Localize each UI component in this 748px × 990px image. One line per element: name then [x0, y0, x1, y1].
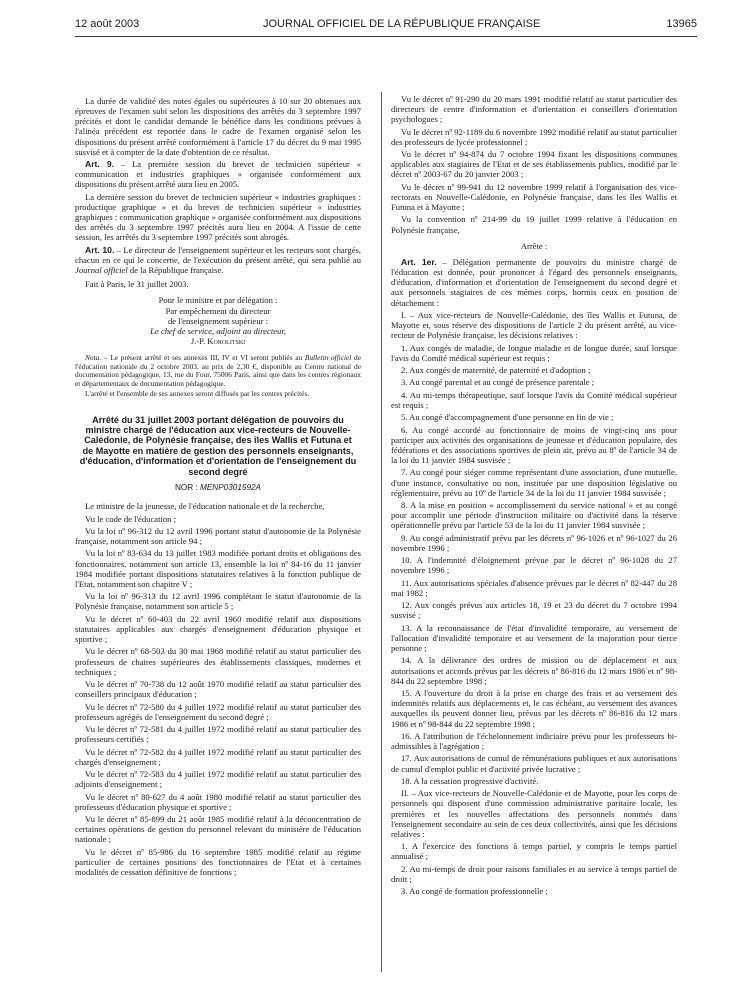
- section-ii: II. – Aux vice-recteurs de Nouvelle-Calédonie et de Mayotte, pour les corps de personnels qui disposent d'une commission administrative paritaire locale, les premières et les nouvelles affectations des personnels nommés dans l'enseignement secondaire au sein de ces deux collectivités, ainsi que les décisions relatives :: [391, 788, 677, 839]
- list-item: 11. Aux autorisations spéciales d'absence prévues par le décret nº 82-447 du 28 mai 1982 ;: [391, 577, 677, 598]
- list-item: 6. Au congé accordé au fonctionnaire de moins de vingt-cinq ans pour participer aux activités des organisations de jeunesse et d'éducation populaire, des fédérations et des associations sportives de plein air, prévu au 8º de l'article 34 de la loi du 11 janvier 1984 susvisée ;: [391, 424, 677, 466]
- nota-diffusion: L'arrêté et l'ensemble de ses annexes seront diffusés par les centres précités.: [85, 389, 310, 399]
- list-item: 7. Au congé pour siéger comme représentant d'une association, d'une mutuelle, d'une instance, consultative ou non, instituée par une disposition législative ou réglementaire, prévu au 10º de l'article 34 de la loi du 11 janvier 1984 susvisée ;: [391, 467, 677, 498]
- list-item: 14. A la délivrance des ordres de mission ou de déplacement et aux autorisations et accords prévus par les décrets nº 86-816 du 12 mars 1986 et nº 98-844 du 22 septembre 1998 ;: [391, 655, 677, 686]
- nota-paragraph: [75, 354, 361, 388]
- list-item: 15. A l'ouverture du droit à la prise en charge des frais et au versement des indemnités relatifs aux déplacements et, le cas échéant, au versement des avances auxquelles ils peuvent donner lieu, prévus par les décrets nº 86-816 du 12 mars 1986 et nº 98-844 du 22 septembre 1998 ;: [391, 688, 677, 729]
- nota-label: Nota.: [85, 353, 102, 363]
- article-1-text: – Délégation permanente de pouvoirs du ministre chargé de l'éducation est donnée, pour prononcer à l'égard des personnels enseignants, d'éducation, d'information et d'orientation de l'enseignement du second degré et aux personnels stagiaires de ces mêmes corps, hormis ceux en position de détachement :: [391, 256, 677, 308]
- visa-item: Vu la loi nº 96-313 du 12 avril 1996 complétant le statut d'autonomie de la Polynésie française, notamment son article 5 ;: [75, 591, 361, 612]
- nota-block: [75, 354, 361, 398]
- list-item: 17. Aux autorisations de cumul de rémunérations publiques et aux autorisations de cumul d'emploi public et d'activité privée lucrative ;: [391, 753, 677, 774]
- list-item: 13. A la reconnaissance de l'état d'invalidité temporaire, au versement de l'allocation d'invalidité temporaire et au versement de la majoration pour tierce personne ;: [391, 622, 677, 654]
- visa-item: Vu le décret nº 70-738 du 12 août 1970 modifié relatif au statut particulier des conseillers principaux d'éducation ;: [75, 679, 361, 700]
- visa-item: Vu le code de l'éducation ;: [85, 513, 176, 524]
- list-item: 3. Au congé de formation professionnelle ;: [401, 886, 548, 897]
- visa-item: Vu le décret nº 85-986 du 16 septembre 1985 modifié relatif au régime particulier de certaines positions des fonctionnaires de l'Etat et à certaines modalités de cessation définitive de fonctions ;: [75, 846, 361, 877]
- list-item: 3. Au congé parental et au congé de présence parentale ;: [401, 377, 595, 388]
- nor-reference: [75, 483, 361, 493]
- page-header: [75, 18, 697, 34]
- visa-item: Vu le décret nº 72-580 du 4 juillet 1972 modifié relatif au statut particulier des professeurs agrégés de l'enseignement du second degré ;: [75, 701, 361, 722]
- visa-item: Vu le décret nº 85-899 du 21 août 1985 modifié relatif à la déconcentration de certaines opérations de gestion du personnel relevant du ministère de l'éducation nationale ;: [75, 814, 361, 845]
- signature-line-1: Pour le ministre et par délégation :: [158, 295, 278, 306]
- left-column: [75, 96, 361, 879]
- list-item: 18. A la cessation progressive d'activité.: [401, 775, 539, 786]
- article-9-text: – La première session du brevet de technicien supérieur « communication et industries graphiques » organisée conformément aux dispositions du présent arrêté aura lieu en 2005.: [75, 159, 362, 190]
- section-i-items: [391, 343, 677, 786]
- nota-italic: Bulletin officiel: [304, 353, 352, 363]
- visa-item: Vu la loi nº 96-312 du 12 avril 1996 portant statut d'autonomie de la Polynésie française, notamment son article 94 ;: [75, 525, 361, 547]
- article-10: [75, 245, 361, 275]
- section-i: I. – Aux vice-recteurs de Nouvelle-Calédonie, des îles Wallis et Futuna, de Mayotte et, sous réserve des dispositions de l'article 2 du présent arrêté, au vice-recteur de Polynésie française, les décisions relatives :: [391, 309, 677, 341]
- list-item: 2. Au mi-temps de droit pour raisons familiales et au service à temps partiel de droit ;: [391, 863, 677, 884]
- visa-item: Vu le décret nº 72-583 du 4 juillet 1972 modifié relatif au statut particulier des adjoints d'enseignement ;: [75, 769, 361, 790]
- fait-a-paris: Fait à Paris, le 31 juillet 2003.: [85, 279, 189, 290]
- signature-line-4: Le chef de service, adjoint au directeur,: [150, 325, 286, 336]
- visa-item: Vu le décret nº 92-1189 du 6 novembre 1992 modifié relatif au statut particulier des professeurs de lycée professionnel ;: [391, 126, 677, 147]
- visa-item: Vu le décret nº 72-581 du 4 juillet 1972 modifié relatif au statut particulier des professeurs certifiés ;: [75, 724, 361, 745]
- paragraph-last-session: La dernière session du brevet de technicien supérieur « industries graphiques : productique graphique » et du brevet de technicien supérieur « industries graphiques : communication graphique » organisée conformément aux dispositions des arrêtés du 3 septembre 1997 précités aura lieu en 2004. A l'issue de cette session, les arrêtés du 3 septembre 1997 précités sont abrogés.: [75, 191, 361, 243]
- article-1-label: Art. 1er.: [401, 256, 437, 267]
- visa-item: Le ministre de la jeunesse, de l'éducation nationale et de la recherche,: [85, 501, 325, 512]
- decree-title: Arrêté du 31 juillet 2003 portant délégation de pouvoirs du ministre chargé de l'éducation aux vice-recteurs de Nouvelle-Calédonie, de Polynésie française, des îles Wallis et Futuna et de Mayotte en matière de gestion des personnels enseignants, d'éducation, d'information et d'orientation de l'enseignement du second degré: [79, 414, 357, 477]
- visa-item: Vu le décret nº 80-627 du 4 août 1980 modifié relatif au statut particulier des professeurs d'éducation physique et sportive ;: [75, 791, 361, 812]
- article-9: [75, 159, 361, 189]
- visa-item: Vu le décret nº 94-874 du 7 octobre 1994 fixant les dispositions communes applicables aux stagiaires de l'Etat et de ses établissements publics, modifié par le décret nº 2003-67 du 20 janvier 2003 ;: [391, 149, 677, 180]
- list-item: 1. Aux congés de maladie, de longue maladie et de longue durée, sauf lorsque l'avis du Comité médical supérieur est requis ;: [391, 342, 677, 363]
- column-divider: [381, 92, 382, 972]
- nor-code: MENP0301592A: [200, 483, 262, 493]
- nota-text-a: – Le présent arrêté et ses annexes III, IV et VI seront publiés au: [101, 353, 305, 363]
- header-page-number: 13965: [666, 18, 697, 30]
- visa-item: Vu le décret nº 68-503 du 30 mai 1968 modifié relatif au statut particulier des professeurs de chaires supérieures des établissements classiques, modernes et techniques ;: [75, 646, 361, 677]
- list-item: 12. Aux congés prévus aux articles 18, 19 et 23 du décret du 7 octobre 1994 susvisé ;: [391, 600, 677, 621]
- visa-item: Vu le décret nº 91-290 du 20 mars 1991 modifié relatif au statut particulier des directeurs de centre d'information et d'orientation et conseillers d'orientation psychologues ;: [391, 94, 677, 125]
- visa-item: Vu la convention nº 214-99 du 19 juillet 1999 relative à l'éducation en Polynésie française,: [391, 214, 677, 235]
- header-journal-title: JOURNAL OFFICIEL DE LA RÉPUBLIQUE FRANÇAISE: [263, 18, 541, 30]
- visa-item: Vu la loi nº 83-634 du 13 juillet 1983 modifiée portant droits et obligations des fonctionnaires, notamment son article 13, ensemble la loi nº 84-16 du 11 janvier 1984 modifiée portant dispositions statutaires relatives à la fonction publique de l'Etat, notamment son chapitre V ;: [75, 548, 361, 589]
- visa-item: Vu le décret nº 99-941 du 12 novembre 1999 relatif à l'organisation des vice-rectorats en Nouvelle-Calédonie, en Polynésie française, dans les îles Wallis et Futuna et à Mayotte ;: [391, 181, 677, 213]
- section-ii-items: [391, 841, 677, 896]
- signature-name: J.-P. Korolitski: [190, 336, 246, 346]
- list-item: 4. Au mi-temps thérapeutique, sauf lorsque l'avis du Comité médical supérieur est requis ;: [391, 389, 677, 410]
- paragraph-validity: La durée de validité des notes égales ou supérieures à 10 sur 20 obtenues aux épreuves de l'examen subi selon les dispositions des arrêtés du 3 septembre 1997 précités et dont le candidat demande le bénéfice dans les conditions prévues à l'alinéa précédent est reportée dans le cadre de l'examen organisé selon les dispositions du présent arrêté conformément à l'article 17 du décret du 9 mai 1995 susvisé et à compter de la date d'obtention de ce résultat.: [75, 96, 361, 157]
- nota-text-b: de l'éducation nationale du 2 octobre 2003, au prix de 2,30 €, disponible au Centre national de documentation pédagogique, 13, rue du Four, 75006 Paris, ainsi que dans les centres régionaux et départementaux de documentation pédagogique.: [75, 353, 361, 388]
- signature-block: [75, 295, 361, 346]
- signature-line-2: Par empêchement du directeur: [165, 305, 271, 316]
- visa-item: Vu le décret nº 60-403 du 22 avril 1960 modifié relatif aux dispositions statutaires applicables aux chargés d'enseignement d'éducation physique et sportive ;: [75, 613, 361, 645]
- list-item: 8. A la mise en position « accomplissement du service national » et au congé pour accomplir une période d'instruction militaire ou d'activité dans la réserve opérationnelle prévu par l'article 53 de la loi du 11 janvier 1984 susvisée ;: [391, 500, 677, 531]
- list-item: 9. Au congé administratif prévu par les décrets nº 96-1026 et nº 96-1027 du 26 novembre 1996 ;: [391, 532, 677, 553]
- article-10-label: Art. 10.: [85, 244, 115, 255]
- article-10-italic: Journal officiel: [75, 265, 128, 276]
- list-item: 10. A l'indemnité d'éloignement prévue par le décret nº 96-1028 du 27 novembre 1996 ;: [391, 555, 677, 576]
- visas-list-left: [75, 501, 361, 877]
- article-1: [391, 257, 677, 308]
- header-date: 12 août 2003: [75, 18, 140, 30]
- list-item: 1. A l'exercice des fonctions à temps partiel, y compris le temps partiel annualisé ;: [391, 841, 677, 862]
- right-column: [391, 94, 677, 899]
- header-rule: [75, 36, 697, 37]
- list-item: 2. Aux congés de maternité, de paternité et d'adoption ;: [401, 365, 591, 376]
- article-10-text-a: – Le directeur de l'enseignement supérieur et les recteurs sont chargés, chacun en ce qui le concerne, de l'exécution du présent arrêté, qui sera publié au: [75, 244, 361, 265]
- visas-list-right: [391, 94, 677, 235]
- visa-item: Vu le décret nº 72-582 du 4 juillet 1972 modifié relatif au statut particulier des chargés d'enseignement ;: [75, 746, 361, 767]
- arrete-heading: Arrête :: [520, 240, 548, 251]
- list-item: 16. A l'attribution de l'échelonnement indiciaire prévu pour les professeurs bi-admissibles à l'agrégation ;: [391, 730, 677, 751]
- list-item: 5. Au congé d'accompagnement d'une personne en fin de vie ;: [401, 412, 614, 423]
- article-10-text-b: de la République française.: [127, 265, 224, 276]
- signature-line-3: de l'enseignement supérieur :: [167, 315, 269, 326]
- article-9-label: Art. 9.: [85, 159, 115, 170]
- nor-label: NOR :: [174, 483, 201, 493]
